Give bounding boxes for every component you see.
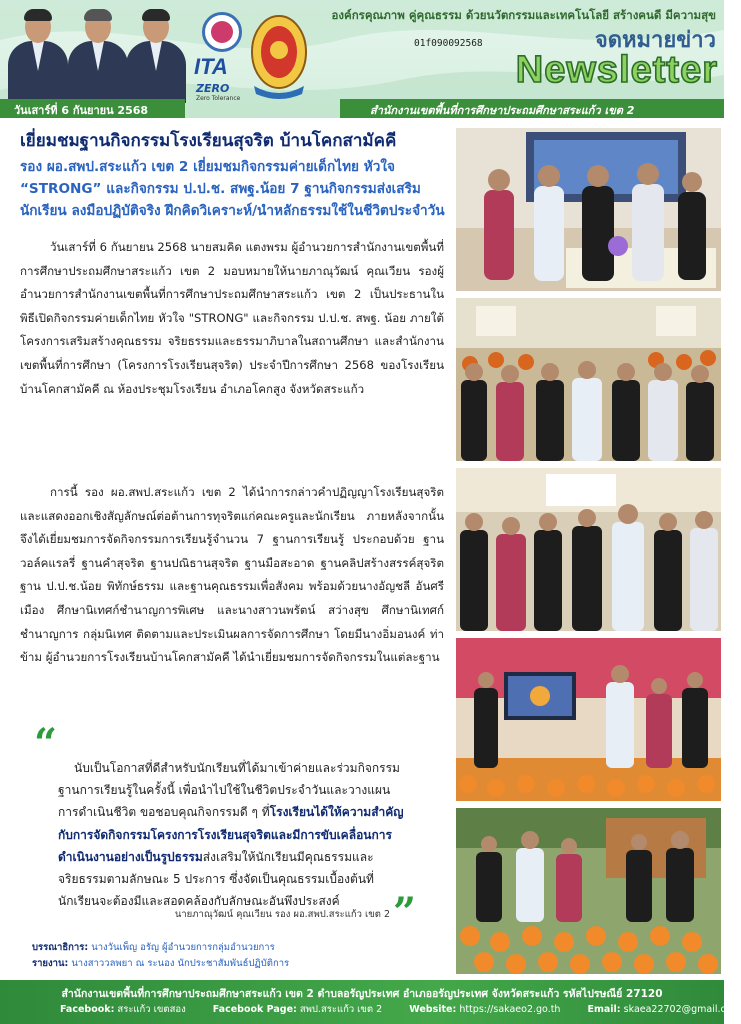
photo-outdoor-activity	[456, 808, 721, 974]
quote-text	[58, 757, 410, 912]
office-bar	[340, 99, 724, 118]
zero-tolerance-logo: ZERO Zero Tolerance	[196, 82, 241, 102]
obec-emblem-icon	[250, 14, 308, 100]
newsletter-thai-title: จดหมายข่าว	[594, 28, 716, 53]
photo-learning-base-screen	[456, 638, 721, 801]
office-name: สำนักงานเขตพื้นที่การศึกษาประถมศึกษาสระแก้ว เขต 2	[370, 104, 635, 117]
footer-website-link[interactable]: Website: https://sakaeo2.go.th	[409, 1004, 561, 1015]
editor-credit: บรรณาธิการ: นางวันเพ็ญ อรัญ ผู้อำนวยการกลุ่มอำนวยการ	[32, 942, 275, 953]
quote-open-icon: “	[34, 720, 58, 767]
executive-right	[126, 11, 186, 103]
date-bar	[0, 99, 185, 118]
org-slogan: องค์กรคุณภาพ คู่คุณธรรม ด้วยนวัตกรรมและเทคโนโลยี สร้างคนดี มีความสุข	[331, 8, 716, 22]
photo-opening-ceremony	[456, 128, 721, 291]
article-paragraph-2: การนี้ รอง ผอ.สพป.สระแก้ว เขต 2 ได้นำการกล่าวคำปฏิญญาโรงเรียนสุจริตและแสดงออกเชิงสัญลักษณ์ต่อต้านการทุจริตแก่คณะครูและนักเรียน ภายหลังจากนั้น จึงได้เยี่ยมชมการจัดกิจกรรมการเรียนรู้จำนวน 7 ฐานการเรียนรู้ ประกอบด้วย ฐานวอล์คแรลรี่ ฐานคำสุจริต ฐานปณิธานสุจริต ฐานมือสะอาด ฐานคลิปสร้างสรรค์สุจริต ฐาน ป.ป.ช.น้อย พิทักษ์ธรรม และฐานคุณธรรมเพื่อสังคม พร้อมด้วยนางอัญชลี อันศรีเมือง ศึกษานิเทศก์ชำนาญการพิเศษ และนางสาวนพรัตน์ สว่างสุข ศึกษานิเทศก์ชำนาญการ กลุ่มนิเทศ ติดตามและประเมินผลการจัดการศึกษา โดยมีนางอิ่มอนงค์ ท่าข้าม ผู้อำนวยการโรงเรียนบ้านโคกสามัคคี ได้นำเยี่ยมชมการจัดกิจกรรมในแต่ละฐาน	[20, 485, 444, 665]
footer-address: สำนักงานเขตพื้นที่การศึกษาประถมศึกษาสระแก้ว เขต 2 ตำบลอรัญประเทศ อำเภออรัญประเทศ จังหวัดสระแก้ว รหัสไปรษณีย์ 27120	[61, 988, 663, 1000]
quote-author: นายภาณุวัฒน์ คุณเวียน รอง ผอ.สพป.สระแก้ว เขต 2	[174, 909, 390, 920]
quote-part-2: ส่งเสริมให้นักเรียนมีคุณธรรมและจริยธรรมตามลักษณะ 5 ประการ ซึ่งจัดเป็นคุณธรรมเบื้องต้นที่นักเรียนจะต้องมีและสอดคล้องกับลักษณะอันพึงประสงค์	[58, 849, 374, 909]
footer-contacts	[60, 1002, 741, 1017]
quote-highlight: โรงเรียนได้ให้ความสำคัญกับการจัดกิจกรรมโครงการโรงเรียนสุจริตและมีการขับเคลื่อนการดำเนินงานอย่างเป็นรูปธรรม	[58, 805, 404, 864]
article-paragraph-1: วันเสาร์ที่ 6 กันยายน 2568 นายสมคิด แตงพรม ผู้อำนวยการสำนักงานเขตพื้นที่การศึกษาประถมศึกษาสระแก้ว เขต 2 มอบหมายให้นายภาณุวัฒน์ คุณเวียน รองผู้อำนวยการสำนักงานเขตพื้นที่การศึกษาประถมศึกษาสระแก้ว เขต 2 เป็นประธานในพิธีเปิดกิจกรรมค่ายเด็กไทย หัวใจ "STRONG" และกิจกรรม ป.ป.ช. สพฐ. น้อย ภายใต้โครงการเสริมสร้างคุณธรรม จริยธรรมและธรรมาภิบาลในสถานศึกษา และสำนักงานเขตพื้นที่การศึกษา (โครงการโรงเรียนสุจริต) ประจำปีการศึกษา 2568 ของโรงเรียนบ้านโคกสามัคคี ณ ห้องประชุมโรงเรียน อำเภอโคกสูง จังหวัดสระแก้ว	[20, 240, 444, 396]
ita-logo: ITA	[194, 54, 228, 79]
article-title: เยี่ยมชมฐานกิจกรรมโรงเรียนสุจริต บ้านโคกสามัคคี	[20, 131, 397, 151]
moral-logo-icon	[202, 12, 242, 52]
photo-pledge-gesture	[456, 468, 721, 631]
newsletter-footer	[0, 980, 741, 1024]
issue-date: วันเสาร์ที่ 6 กันยายน 2568	[14, 104, 149, 117]
footer-facebook-page[interactable]: Facebook Page: สพป.สระแก้ว เขต 2	[212, 1004, 383, 1015]
reporter-credit: รายงาน: นางสาววลพยา ณ ระนอง นักประชาสัมพันธ์ปฏิบัติการ	[32, 958, 290, 969]
photo-assembly-students	[456, 298, 721, 461]
quote-part-1: นับเป็นโอกาสที่ดีสำหรับนักเรียนที่ได้มาเข้าค่ายและร่วมกิจกรรมฐานการเรียนรู้ในครั้งนี้ เพื่อนำไปใช้ในชีวิตประจำวันและวางแผนการดำเนินชีวิต ขอชอบคุณกิจกรรมดี ๆ ที่	[58, 761, 400, 820]
quote-close-icon: ”	[393, 889, 417, 936]
newsletter-title: Newsletter	[515, 49, 718, 91]
footer-facebook[interactable]: Facebook: สระแก้ว เขตสอง	[60, 1004, 186, 1015]
footer-email-link[interactable]: Email: skaea22702@gmail.com	[587, 1004, 741, 1015]
article-subtitle: รอง ผอ.สพป.สระแก้ว เขต 2 เยี่ยมชมกิจกรรมค่ายเด็กไทย หัวใจ “STRONG” และกิจกรรม ป.ป.ช. สพฐ.น้อย 7 ฐานกิจกรรมส่งเสริมนักเรียน ลงมือปฏิบัติจริง ฝึกคิดวิเคราะห์/นำหลักธรรมใช้ในชีวิตประจำวัน	[20, 159, 445, 219]
document-number: 01f090092568	[414, 38, 483, 49]
executives-photo	[8, 8, 183, 103]
executive-center	[68, 11, 128, 103]
executive-left	[8, 11, 68, 103]
newsletter-header	[0, 0, 724, 118]
